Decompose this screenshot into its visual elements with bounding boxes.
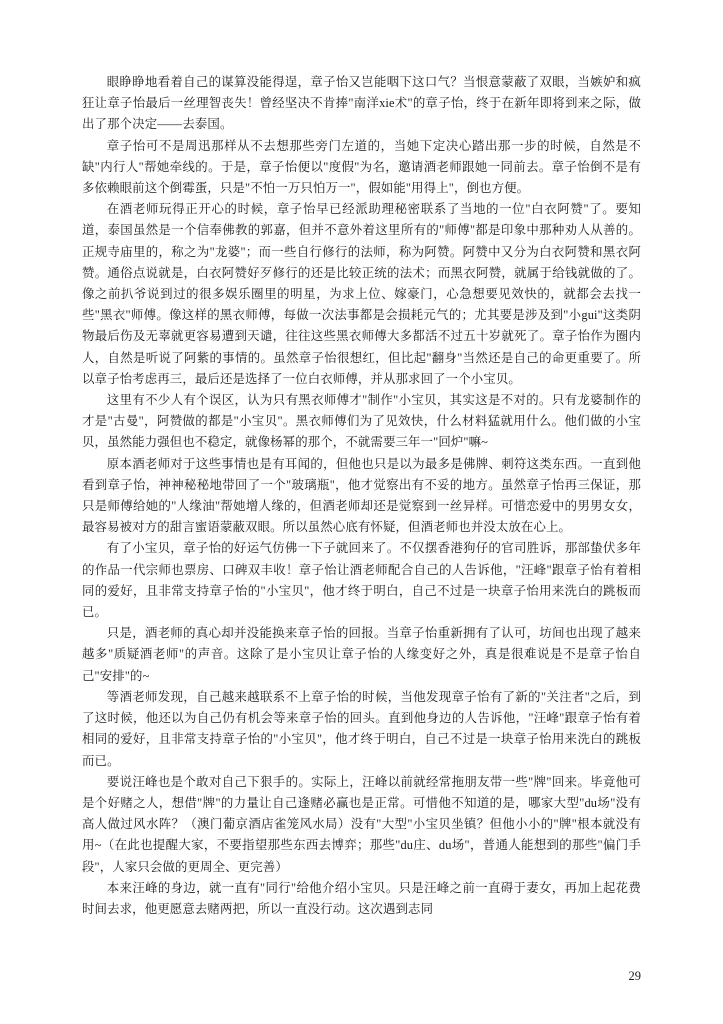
paragraph: 章子怡可不是周迅那样从不去想那些旁门左道的，当她下定决心踏出那一步的时候，自然是不缺"内行人"帮她牵线的。于是，章子怡便以"度假"为名，邀请酒老师跟她一同前去。章子怡倒不是有多依赖眼前这个倒霉蛋，只是"不怕一万只怕万一"，假如能"用得上"，倒也方便。 (82, 138, 641, 196)
paragraph: 眼睁睁地看着自己的谋算没能得逞，章子怡又岂能咽下这口气？当恨意蒙蔽了双眼，当嫉妒和疯狂让章子怡最后一丝理智丧失！曾经坚决不肯捧"南洋xie术"的章子怡，终于在新年即将到来之际，做出了那个决定——去泰国。 (82, 75, 641, 132)
paragraph: 只是，酒老师的真心却并没能换来章子怡的回报。当章子怡重新拥有了认可，坊间也出现了越来越多"质疑酒老师"的声音。这除了是小宝贝让章子怡的人缘变好之外，真是很难说是不是章子怡自己"安排"的~ (82, 626, 641, 683)
paragraph: 在酒老师玩得正开心的时候，章子怡早已经派助理秘密联系了当地的一位"白衣阿赞"了。要知道，泰国虽然是一个信奉佛教的郭嘉，但并不意外着这里所有的"师傅"都是印象中那种劝人从善的。正规寺庙里的，称之为"龙婆"；而一些自行修行的法师，称为阿赞。阿赞中又分为白衣阿赞和黑衣阿赞。通俗点说就是，白衣阿赞好歹修行的还是比较正统的法术；而黑衣阿赞，就属于给钱就做的了。像之前扒爷说到过的很多娱乐圈里的明星，为求上位、嫁豪门，心急想要见效快的，就都会去找一些"黑衣"师傅。像这样的黑衣师傅，每做一次法事都是会损耗元气的；尤其要是涉及到"小gui"这类阴物最后伤及无辜就更容易遭到天谴，往往这些黑衣师傅大多都活不过五十岁就死了。章子怡作为圈内人，自然是听说了阿紫的事情的。虽然章子怡很想红，但比起"翻身"当然还是自己的命更重要了。所以章子怡考虑再三，最后还是选择了一位白衣师傅，并从那求回了一个小宝贝。 (82, 202, 641, 386)
paragraph: 原本酒老师对于这些事情也是有耳闻的，但他也只是以为最多是佛牌、刺符这类东西。一直到他看到章子怡，神神秘秘地带回了一个"玻璃瓶"，他才觉察出有不妥的地方。虽然章子怡再三保证，那只是师傅给她的"人缘油"帮她增人缘的，但酒老师却还是觉察到一丝异样。可惜恋爱中的男男女女，最容易被对方的甜言蜜语蒙蔽双眼。所以虽然心底有怀疑，但酒老师也并没太放在心上。 (82, 456, 641, 535)
paragraph: 这里有不少人有个误区，认为只有黑衣师傅才"制作"小宝贝，其实这是不对的。只有龙婆制作的才是"古曼"，阿赞做的都是"小宝贝"。黑衣师傅们为了见效快，什么材料猛就用什么。他们做的小宝贝，虽然能力强但也不稳定，就像杨幂的那个，不就需要三年一"回炉"嘛~ (82, 393, 641, 450)
paragraph: 等酒老师发现，自己越来越联系不上章子怡的时候，当他发现章子怡有了新的"关注者"之后，到了这时候，他还以为自己仍有机会等来章子怡的回头。直到他身边的人告诉他，"汪峰"跟章子怡有着相同的爱好，且非常支持章子怡的"小宝贝"，他才终于明白，自己不过是一块章子怡用来洗白的跳板而已。 (82, 689, 641, 768)
document-body (82, 72, 641, 920)
paragraph: 本来汪峰的身边，就一直有"同行"给他介绍小宝贝。只是汪峰之前一直碍于妻女，再加上起花费时间去求，他更愿意去赌两把，所以一直没行动。这次遇到志同 (82, 880, 641, 916)
paragraph: 要说汪峰也是个敢对自己下狠手的。实际上，汪峰以前就经常拖朋友带一些"牌"回来。毕竟他可是个好赌之人，想借"牌"的力量让自己逢赌必赢也是正常。可惜他不知道的是，哪家大型"du场"没有高人做过风水阵？（澳门葡京酒店雀笼风水局）没有"大型"小宝贝坐镇？但他小小的"牌"根本就没有用~（在此也提醒大家，不要指望那些东西去博弈；那些"du庄、du场"，普通人能想到的那些"偏门手段"，人家只会做的更周全、更完善） (82, 774, 641, 874)
page-number: 29 (628, 969, 641, 983)
paragraph: 有了小宝贝，章子怡的好运气仿佛一下子就回来了。不仅摆香港狗仔的官司胜诉，那部蛰伏多年的作品一代宗师也票房、口碑双丰收！章子怡让酒老师配合自己的人告诉他，"汪峰"跟章子怡有着相同的爱好，且非常支持章子怡的"小宝贝"，他才终于明白，自己不过是一块章子怡用来洗白的跳板而已。 (82, 541, 641, 620)
